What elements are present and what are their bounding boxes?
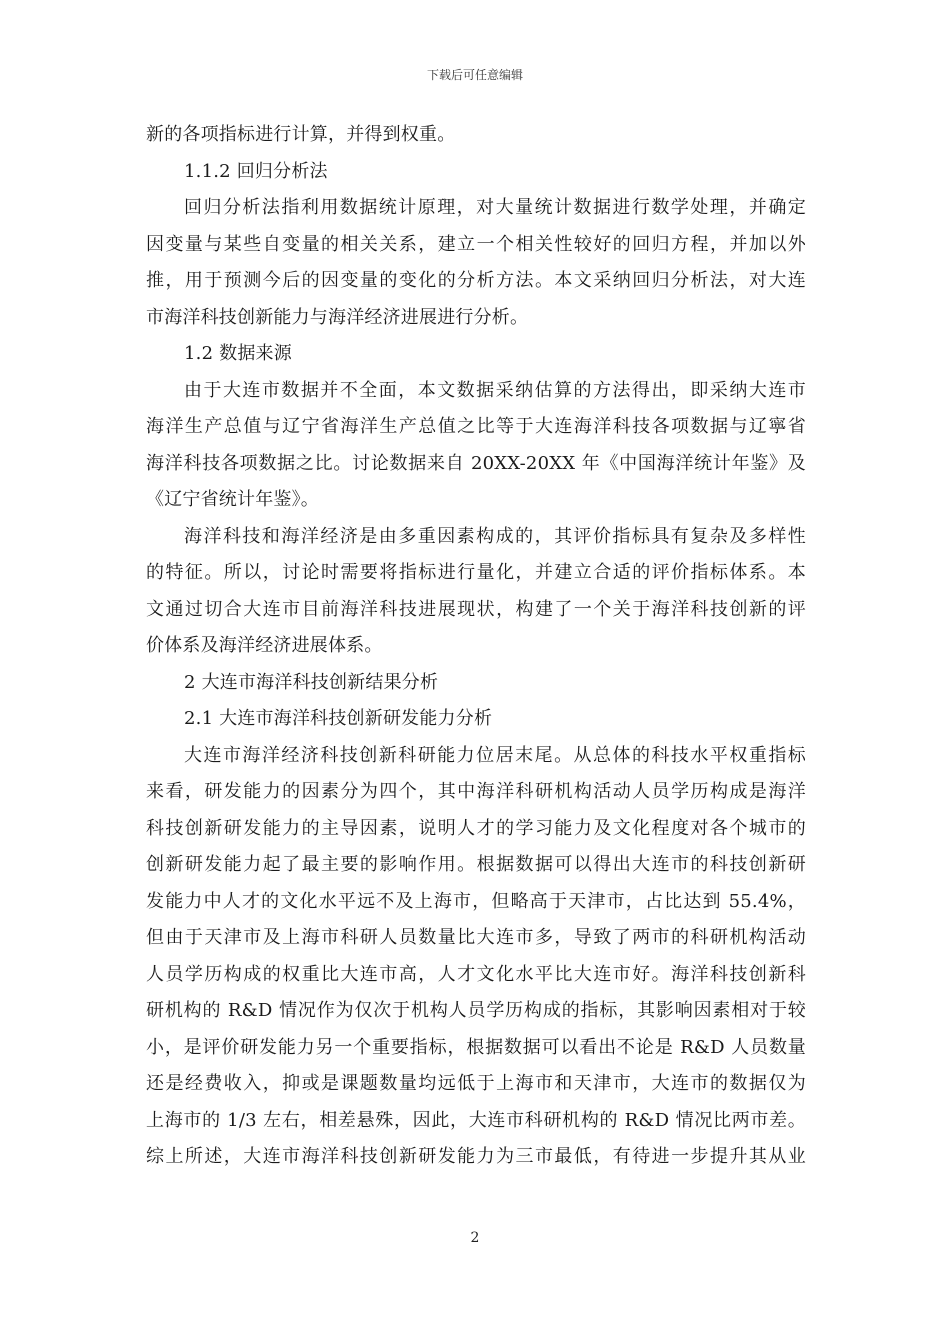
text-line: 市海洋科技创新能力与海洋经济进展进行分析。 xyxy=(146,306,529,328)
text-line: 因变量与某些自变量的相关关系，建立一个相关性较好的回归方程，并加以外 xyxy=(146,233,806,255)
text-line: 大连市海洋经济科技创新科研能力位居末尾。从总体的科技水平权重指标 xyxy=(184,744,806,766)
text-line: 来看，研发能力的因素分为四个，其中海洋科研机构活动人员学历构成是海洋 xyxy=(146,781,806,802)
text-line: 还是经费收入，抑或是课题数量均远低于上海市和天津市，大连市的数据仅为 xyxy=(146,1073,806,1094)
text-line: 回归分析法指利用数据统计原理，对大量统计数据进行数学处理，并确定 xyxy=(184,197,806,218)
text-line: 《辽宁省统计年鉴》。 xyxy=(146,489,319,510)
text-line: 科技创新研发能力的主导因素，说明人才的学习能力及文化程度对各个城市的 xyxy=(146,817,806,839)
text-line: 推，用于预测今后的因变量的变化的分析方法。本文采纳回归分析法，对大连 xyxy=(146,270,806,291)
text-line: 价体系及海洋经济进展体系。 xyxy=(146,635,383,656)
text-line: 1.1.2 回归分析法 xyxy=(184,160,328,182)
text-line: 由于大连市数据并不全面，本文数据采纳估算的方法得出，即采纳大连市 xyxy=(184,379,806,401)
text-line: 的特征。所以，讨论时需要将指标进行量化，并建立合适的评价指标体系。本 xyxy=(146,562,806,583)
text-line: 人员学历构成的权重比大连市高，人才文化水平比大连市好。海洋科技创新科 xyxy=(146,963,806,985)
text-line: 综上所述，大连市海洋科技创新研发能力为三市最低，有待进一步提升其从业 xyxy=(146,1146,806,1167)
text-line: 新的各项指标进行计算，并得到权重。 xyxy=(146,124,456,145)
text-line: 上海市的 1/3 左右，相差悬殊，因此，大连市科研机构的 R&D 情况比两市差。 xyxy=(146,1109,806,1131)
body-text xyxy=(146,117,806,1176)
page-header: 下载后可任意编辑 xyxy=(426,68,523,82)
text-line: 2 大连市海洋科技创新结果分析 xyxy=(184,671,439,693)
text-line: 海洋科技和海洋经济是由多重因素构成的，其评价指标具有复杂及多样性 xyxy=(184,525,806,547)
text-line: 1.2 数据来源 xyxy=(184,343,292,364)
page-number: 2 xyxy=(470,1230,480,1246)
text-line: 创新研发能力起了最主要的影响作用。根据数据可以得出大连市的科技创新研 xyxy=(146,854,806,875)
text-line: 发能力中人才的文化水平远不及上海市，但略高于天津市，占比达到 55.4%， xyxy=(146,890,806,912)
text-line: 小，是评价研发能力另一个重要指标，根据数据可以看出不论是 R&D 人员数量 xyxy=(146,1036,806,1058)
text-line: 研机构的 R&D 情况作为仅次于机构人员学历构成的指标，其影响因素相对于较 xyxy=(146,1000,806,1021)
text-line: 文通过切合大连市目前海洋科技进展现状，构建了一个关于海洋科技创新的评 xyxy=(146,598,806,620)
text-line: 海洋生产总值与辽宁省海洋生产总值之比等于大连海洋科技各项数据与辽寧省 xyxy=(146,416,806,437)
text-line: 但由于天津市及上海市科研人员数量比大连市多，导致了两市的科研机构活动 xyxy=(146,927,806,948)
text-line: 2.1 大连市海洋科技创新研发能力分析 xyxy=(184,708,493,729)
text-line: 海洋科技各项数据之比。讨论数据来自 20XX-20XX 年《中国海洋统计年鉴》及 xyxy=(146,452,806,474)
